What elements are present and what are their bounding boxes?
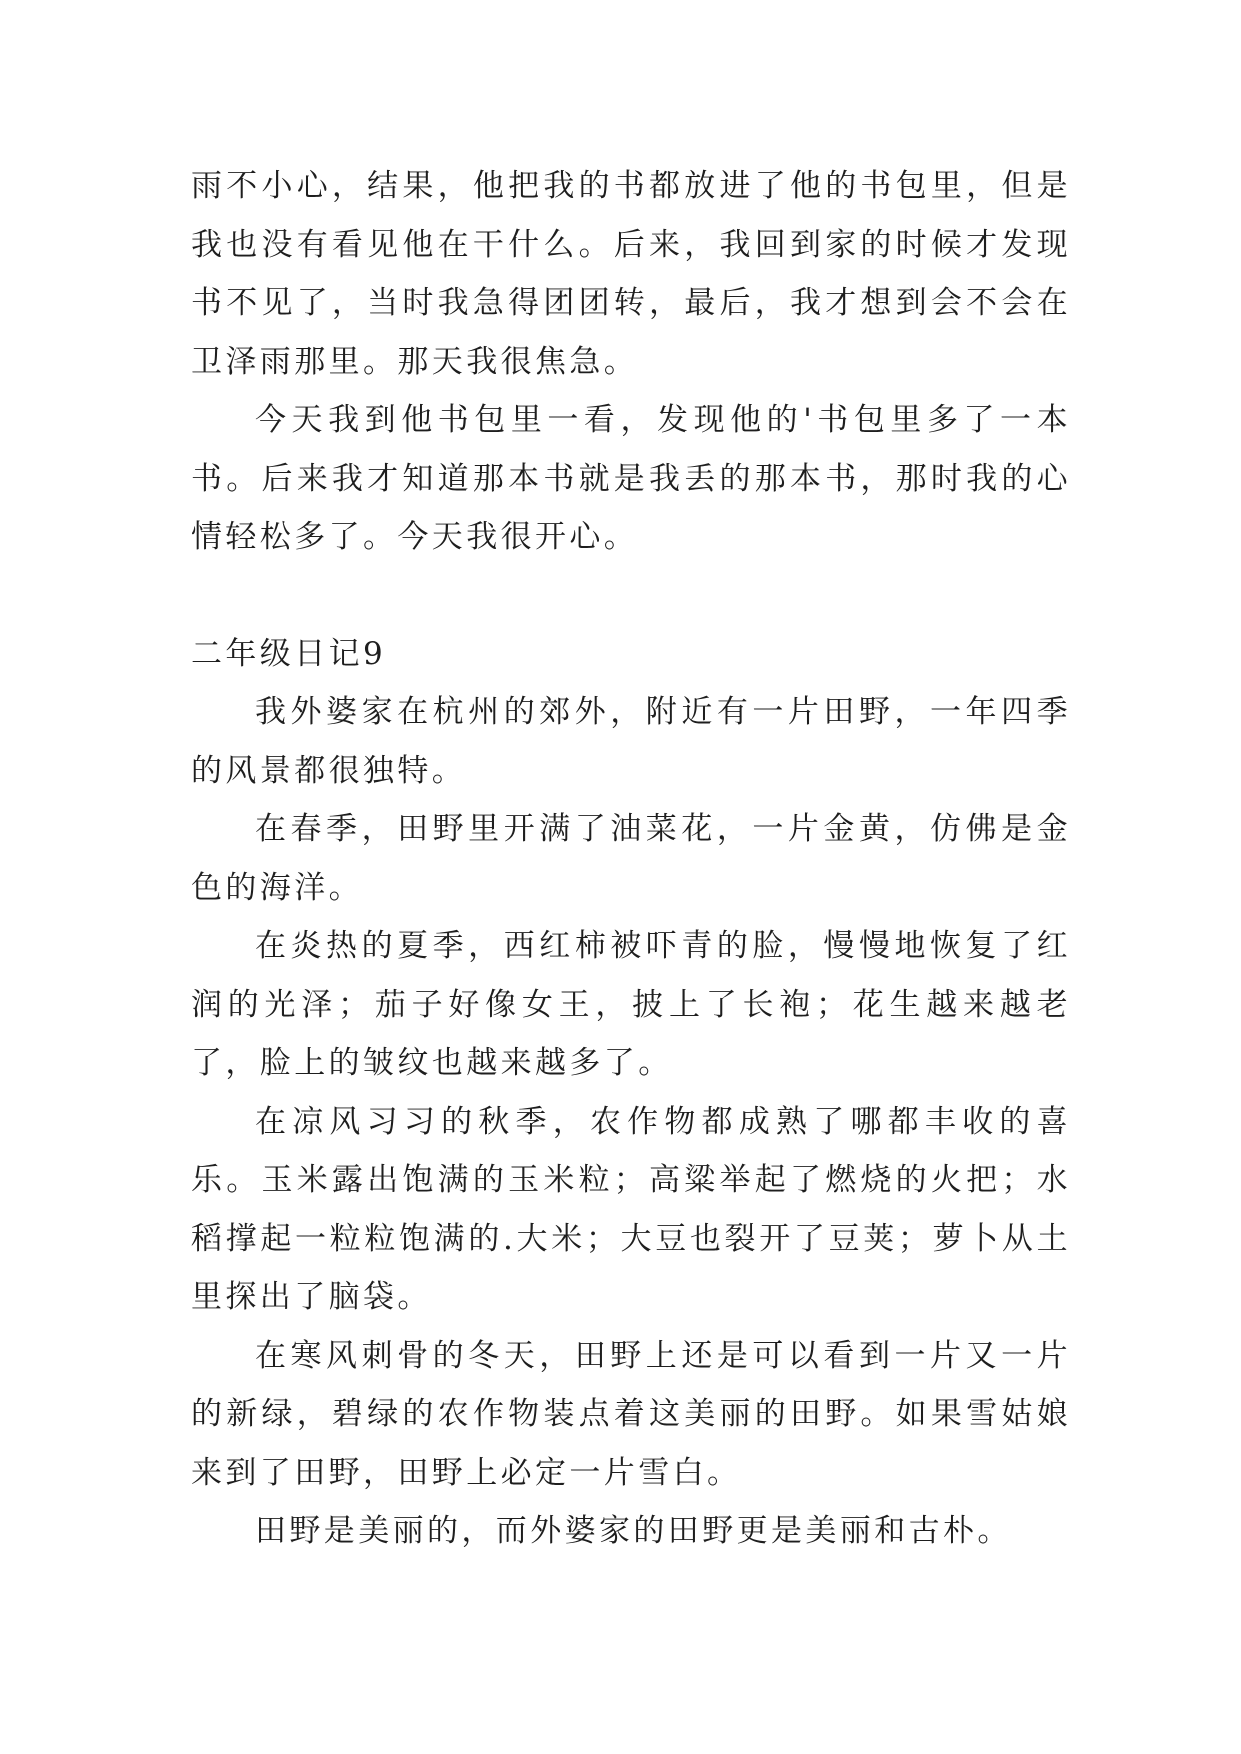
paragraph: 在寒风刺骨的冬天，田野上还是可以看到一片又一片的新绿，碧绿的农作物装点着这美丽的田野。如果雪姑娘来到了田野，田野上必定一片雪白。 [191,1337,1071,1491]
paragraph: 在凉风习习的秋季，农作物都成熟了哪都丰收的喜乐。玉米露出饱满的玉米粒；高粱举起了燃烧的火把；水稻撑起一粒粒饱满的.大米；大豆也裂开了豆荚；萝卜从土里探出了脑袋。 [191,1103,1071,1315]
section-spacer [191,567,1071,625]
paragraph: 我外婆家在杭州的郊外，附近有一片田野，一年四季的风景都很独特。 [191,694,1071,789]
document-body [191,157,1071,1561]
paragraph: 在炎热的夏季，西红柿被吓青的脸，慢慢地恢复了红润的光泽；茄子好像女王，披上了长袍；花生越来越老了，脸上的皱纹也越来越多了。 [191,928,1071,1081]
paragraph: 田野是美丽的，而外婆家的田野更是美丽和古朴。 [255,1513,1012,1549]
paragraph: 在春季，田野里开满了油菜花，一片金黄，仿佛是金色的海洋。 [191,811,1071,906]
continued-paragraph: 雨不小心，结果，他把我的书都放进了他的书包里，但是我也没有看见他在干什么。后来，我回到家的时候才发现书不见了，当时我急得团团转，最后，我才想到会不会在卫泽雨那里。那天我很焦急。 [191,168,1071,380]
section-title: 二年级日记9 [191,635,387,672]
paragraph: 今天我到他书包里一看，发现他的'书包里多了一本书。后来我才知道那本书就是我丢的那本书，那时我的心情轻松多了。今天我很开心。 [191,402,1071,555]
